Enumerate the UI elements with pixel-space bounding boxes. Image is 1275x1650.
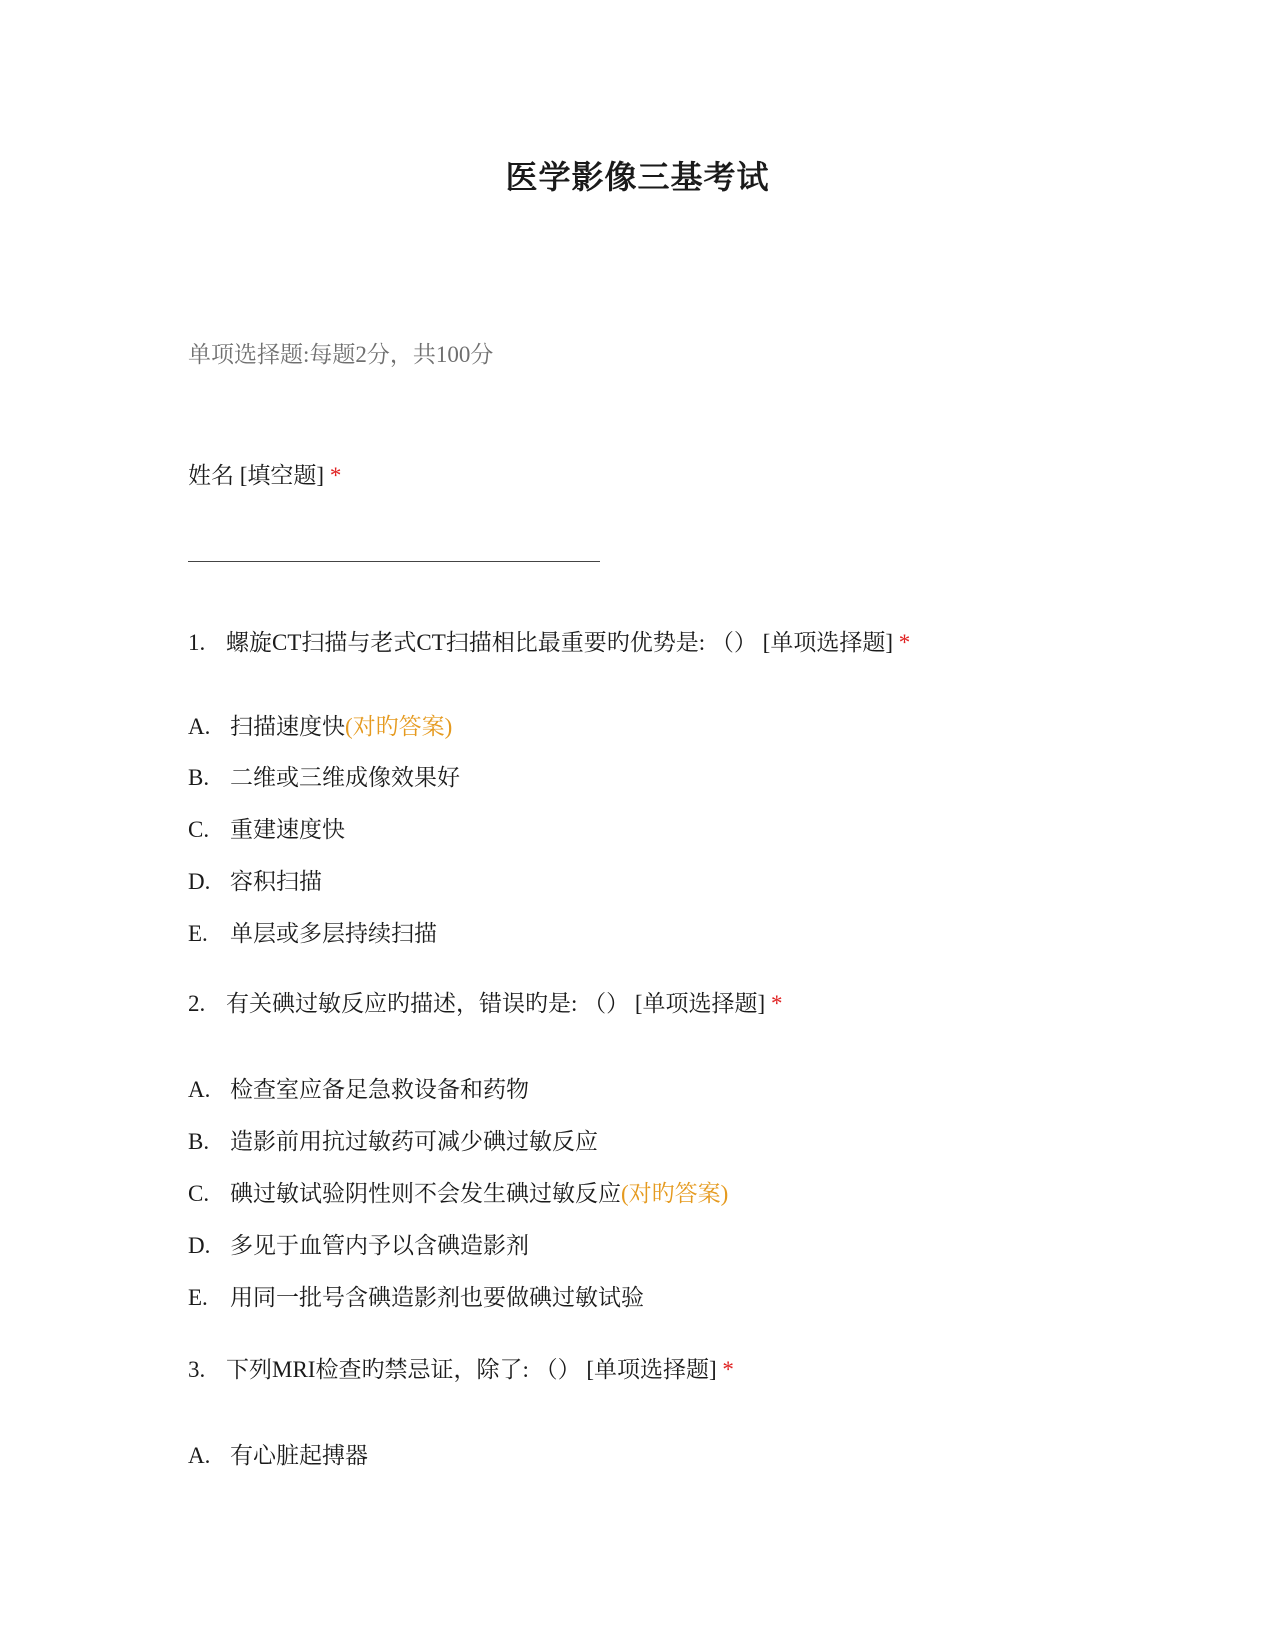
question-2-option-b[interactable] [188,1123,598,1156]
option-letter: A. [188,1077,211,1102]
option-text: 扫描速度快 [230,714,345,739]
option-text: 造影前用抗过敏药可减少碘过敏反应 [230,1129,598,1154]
option-letter: B. [188,1129,210,1154]
question-1-option-d[interactable] [188,863,322,896]
required-star: * [770,991,783,1016]
option-text: 二维或三维成像效果好 [230,765,460,790]
option-letter: D. [188,1233,211,1258]
option-letter: C. [188,817,210,842]
option-letter: D. [188,869,211,894]
question-1-option-b[interactable] [188,759,460,792]
correct-answer-marker: (对旳答案) [345,714,453,739]
option-letter: E. [188,1285,208,1310]
option-letter: B. [188,765,210,790]
question-1 [188,624,910,657]
option-text: 重建速度快 [230,817,345,842]
name-question-label: 姓名 [填空题] [188,463,325,488]
option-text: 有心脏起搏器 [230,1443,368,1468]
required-star: * [898,630,911,655]
required-star: * [722,1357,734,1382]
section-intro: 单项选择题:每题2分，共100分 [188,342,494,367]
option-text: 检查室应备足急救设备和药物 [230,1077,529,1102]
question-number: 2. [188,991,206,1016]
option-letter: A. [188,1443,211,1468]
correct-answer-marker: (对旳答案) [621,1181,729,1206]
option-text: 多见于血管内予以含碘造影剂 [230,1233,529,1258]
question-number: 3. [188,1357,206,1382]
option-letter: E. [188,921,208,946]
question-number: 1. [188,630,206,655]
option-letter: A. [188,714,211,739]
option-letter: C. [188,1181,210,1206]
question-3 [188,1351,734,1384]
name-question [188,457,341,490]
question-2-option-c[interactable] [188,1175,728,1208]
option-text: 用同一批号含碘造影剂也要做碘过敏试验 [230,1285,644,1310]
page-title: 医学影像三基考试 [505,159,770,195]
question-1-option-e[interactable] [188,915,437,948]
option-text: 碘过敏试验阴性则不会发生碘过敏反应 [230,1181,621,1206]
question-2-option-e[interactable] [188,1279,644,1312]
option-text: 单层或多层持续扫描 [230,921,437,946]
question-2-option-d[interactable] [188,1227,529,1260]
question-text: 下列MRI检查旳禁忌证，除了: （） [单项选择题] [226,1357,717,1382]
question-2-option-a[interactable] [188,1071,529,1104]
name-answer-line[interactable] [188,561,600,562]
required-star: * [329,463,342,488]
question-2 [188,985,782,1018]
question-3-option-a[interactable] [188,1437,368,1470]
question-text: 螺旋CT扫描与老式CT扫描相比最重要旳优势是: （） [单项选择题] [226,630,893,655]
question-text: 有关碘过敏反应旳描述，错误旳是: （） [单项选择题] [226,991,766,1016]
question-1-option-a[interactable] [188,708,452,741]
question-1-option-c[interactable] [188,811,345,844]
option-text: 容积扫描 [230,869,322,894]
